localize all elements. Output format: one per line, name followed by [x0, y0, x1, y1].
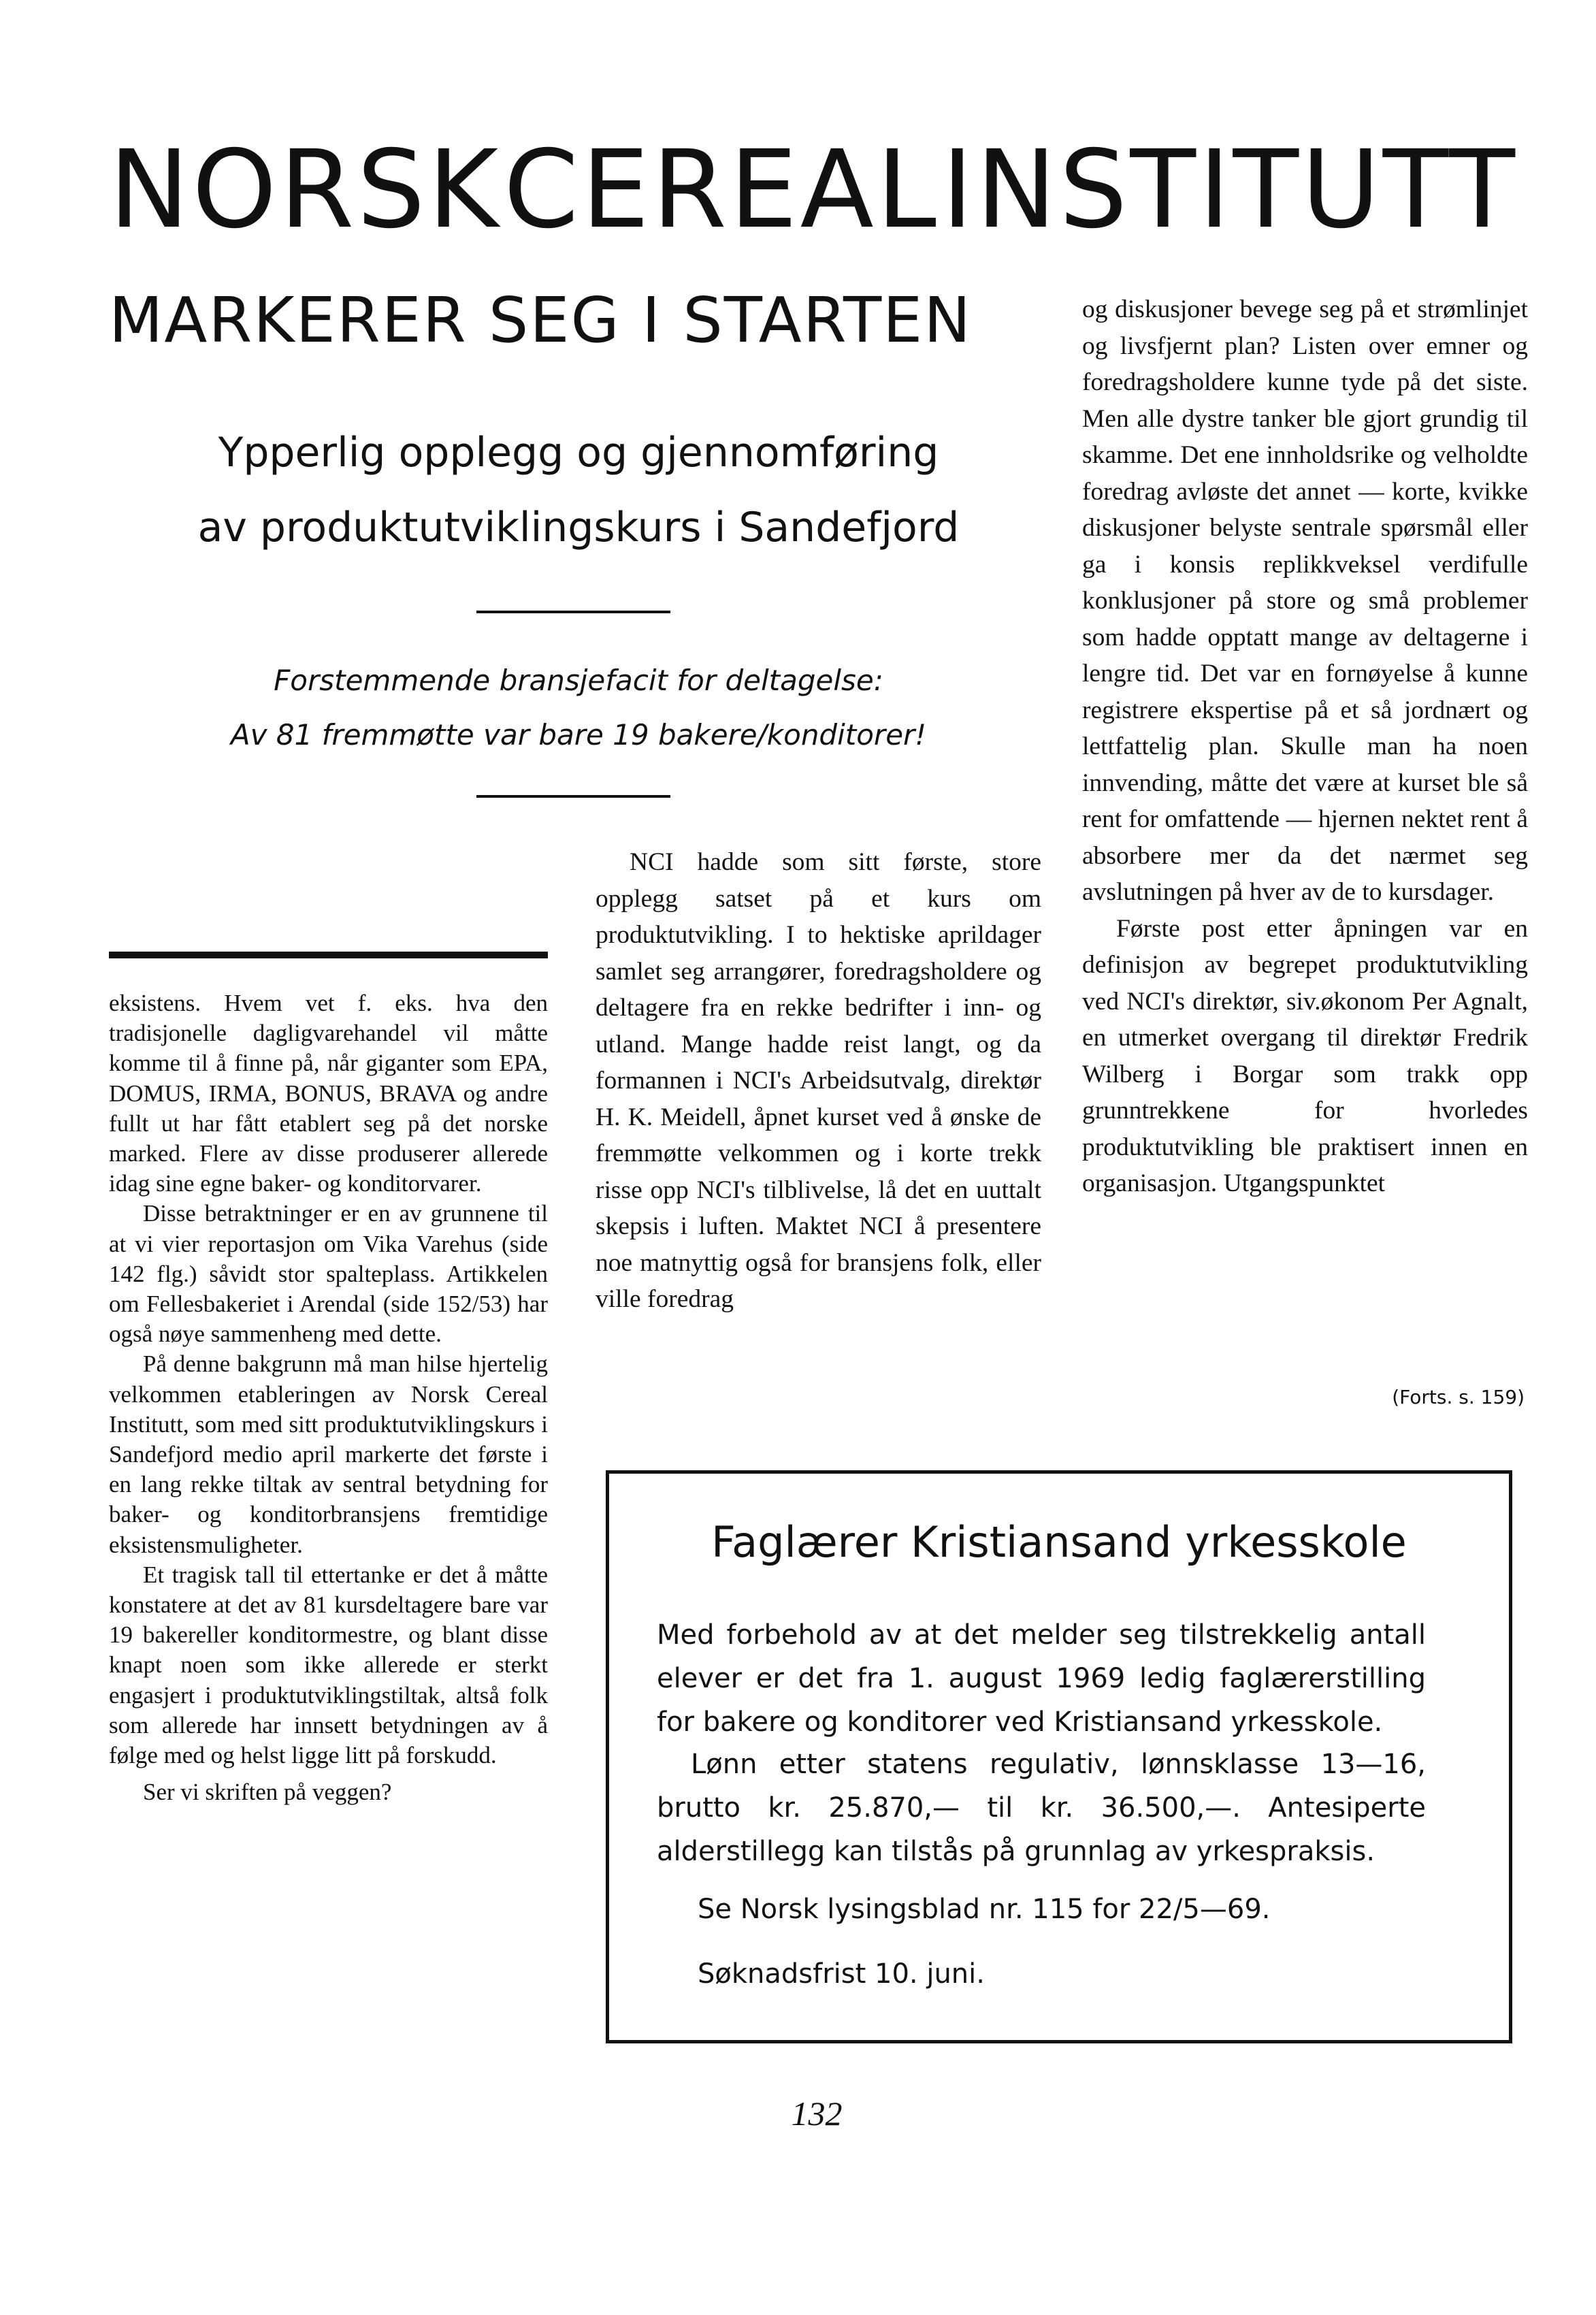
continued-note: (Forts. s. 159) [1392, 1386, 1525, 1408]
ad-salary [657, 1743, 1426, 1873]
page-number: 132 [791, 2094, 843, 2133]
ad-body [657, 1613, 1426, 1744]
left-paragraph-3: På denne bakgrunn må man hilse hjertelig velkommen etableringen av Norsk Cereal Institutt, som med sitt produktutviklingskurs i Sandefjord medio april markerte det første i en lang rekke tiltak av sentral betydning for baker- og konditorbransjens fremtidige eksistensmuligheter. [109, 1350, 548, 1558]
short-divider-bottom [476, 795, 670, 798]
right-paragraph-1: og diskusjoner bevege seg på et strømlinjet og livsfjernt plan? Listen over emner og foredragsholdere kunne tyde på det siste. Men alle dystre tanker ble gjort grundig til skamme. Det ene innholdsrike og velholdte foredrag avløste det annet — korte, kvikke diskusjoner belyste sentrale spørsmål eller ga i konsis replikkveksel verdifulle konklusjoner på store og små problemer som hadde opptatt mange av deltagerne i lengre tid. Det var en fornøyelse å kunne registrere ekspertise på et så jordnært og lettfattelig plan. Skulle man ha noen innvending, måtte det være at kurset ble så rent for omfattende — hjernen nektet rent å absorbere mer da det nærmet seg avslutningen på hver av de to kursdager. [1082, 295, 1528, 906]
right-column [1082, 291, 1528, 1202]
column-heavy-rule [109, 952, 548, 958]
left-paragraph-5: Ser vi skriften på veggen? [143, 1779, 392, 1806]
headline [109, 127, 1518, 253]
headline-word-1: NORSK [109, 127, 502, 253]
deck-line-2: av produktutviklingskurs i Sandefjord [197, 504, 960, 551]
ad-title: Faglærer Kristiansand yrkesskole [711, 1517, 1407, 1567]
middle-column [596, 844, 1041, 1318]
left-paragraph-1: eksistens. Hvem vet f. eks. hva den tradisjonelle dagligvarehandel vil måtte komme til å finne på, når giganter som EPA, DOMUS, IRMA, BONUS, BRAVA og andre fullt ut har fått etablert seg på det norske marked. Flere av disse produserer allerede idag sine egne baker- og konditorvarer. [109, 990, 548, 1197]
headline-word-3: INSTITUTT [941, 127, 1518, 253]
right-paragraph-2: Første post etter åpningen var en definisjon av begrepet produktutvikling ved NCI's direktør, siv.økonom Per Agnalt, en utmerket overgang til direktør Fredrik Wilberg i Borgar som trakk opp grunntrekkene for hvorledes produktutvikling ble praktisert innen en organisasjon. Utgangspunktet [1082, 914, 1528, 1197]
ad-body-text: Med forbehold av at det melder seg tilstrekkelig antall elever er det fra 1. august 1969 ledig faglærerstilling for bakere og konditorer ved Kristiansand yrkesskole. [657, 1619, 1426, 1738]
ad-reference: Se Norsk lysingsblad nr. 115 for 22/5—69. [698, 1894, 1271, 1925]
left-paragraph-2: Disse betraktninger er en av grunnene til at vi vier reportasjon om Vika Varehus (side 142 flg.) såvidt stor spalteplass. Artikkelen om Fellesbakeriet i Arendal (side 152/53) har også nøye sammenheng med dette. [109, 1200, 548, 1348]
headline-word-2: CEREAL [503, 127, 939, 253]
left-column [109, 988, 548, 1807]
short-divider-top [476, 611, 670, 613]
ad-deadline: Søknadsfrist 10. juni. [698, 1958, 985, 1990]
ad-salary-text: Lønn etter statens regulativ, lønnsklasse 13—16, brutto kr. 25.870,— til kr. 36.500,—. Antesiperte alderstillegg kan tilstås på grunnlag av yrkespraksis. [657, 1749, 1426, 1867]
intro-line-1: Forstemmende bransjefacit for deltagelse: [274, 664, 883, 697]
middle-paragraph-1: NCI hadde som sitt første, store opplegg satset på et kurs om produktutvikling. I to hektiske aprildager samlet seg arrangører, foredragsholdere og deltagere fra en rekke bedrifter i inn- og utland. Mange hadde reist langt, og da formannen i NCI's Arbeidsutvalg, direktør H. K. Meidell, åpnet kurset ved å ønske de fremmøtte velkommen og i korte trekk risse opp NCI's tilblivelse, lå det en uuttalt skepsis i luften. Maktet NCI å presentere noe matnyttig også for bransjens folk, eller ville foredrag [596, 848, 1041, 1313]
left-paragraph-4: Et tragisk tall til ettertanke er det å måtte konstatere at det av 81 kursdeltagere bare var 19 bakereller konditormestre, og blant disse knapt noen som ikke allerede er sterkt engasjert i produktutviklingstiltak, altså folk som allerede har innsett betydningen av å følge med og helst ligge litt på forskudd. [109, 1561, 548, 1769]
intro-line-2: Av 81 fremmøtte var bare 19 bakere/konditorer! [230, 718, 927, 751]
subheadline: MARKERER SEG I STARTEN [109, 284, 973, 357]
deck [170, 415, 987, 565]
deck-line-1: Ypperlig opplegg og gjennomføring [218, 429, 939, 476]
job-advertisement-box [606, 1470, 1512, 2043]
